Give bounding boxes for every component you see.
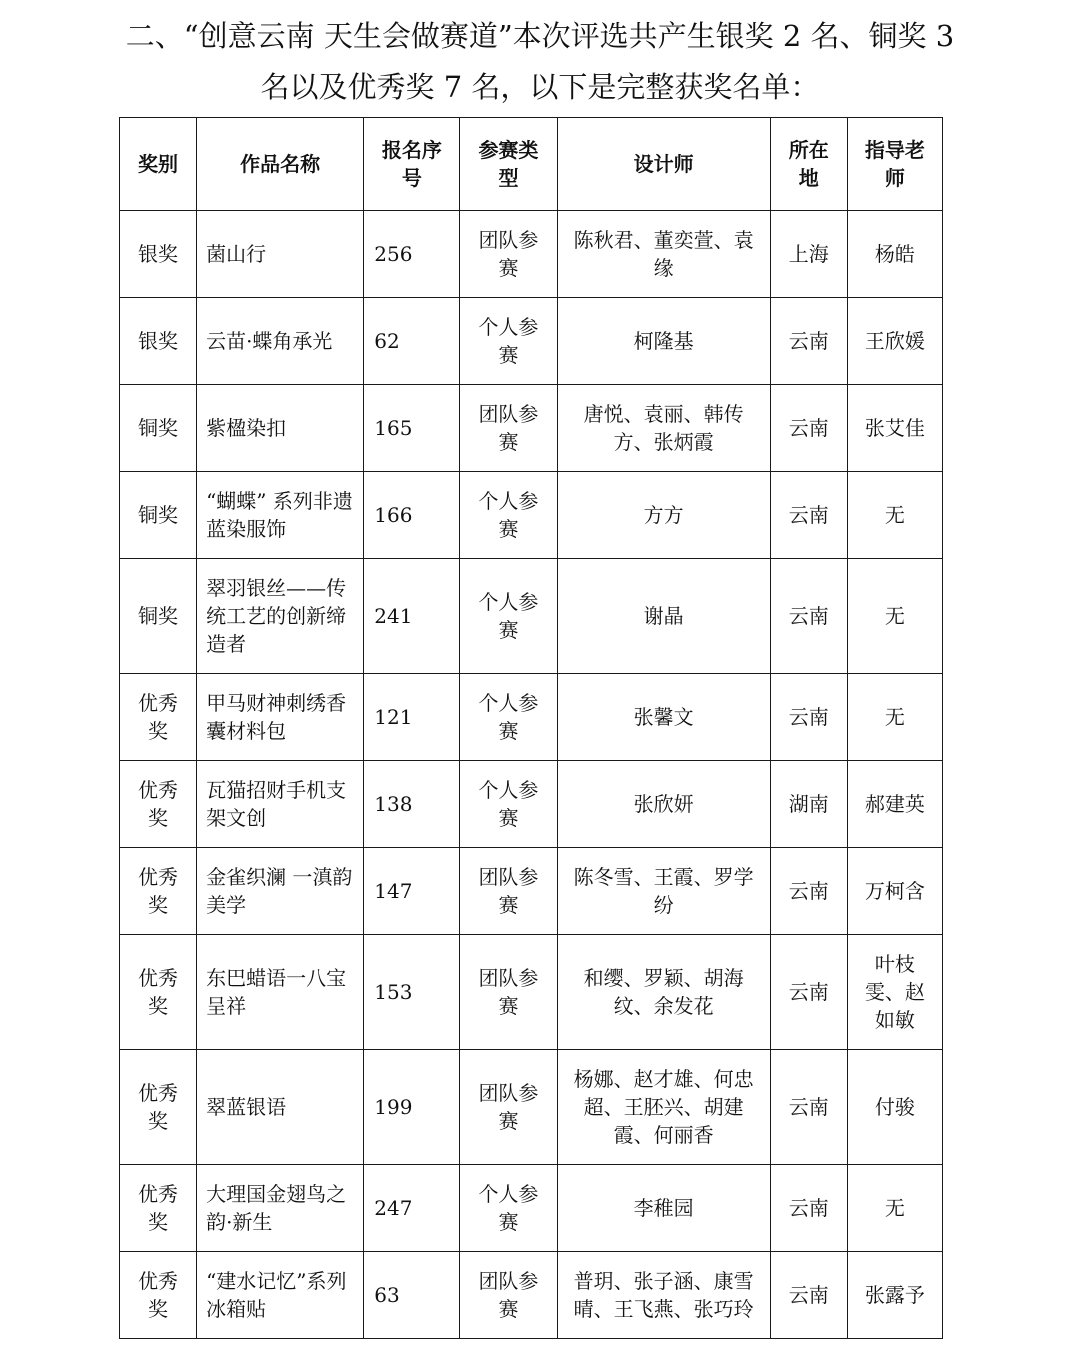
cell-award: 银奖: [120, 211, 197, 298]
cell-work: 紫楹染扣: [197, 385, 364, 472]
table-header-row: [120, 118, 943, 211]
cell-designer: 陈秋君、董奕萱、袁缘: [557, 211, 770, 298]
cell-serial: 138: [364, 761, 460, 848]
cell-designer: 和缨、罗颖、胡海纹、余发花: [557, 935, 770, 1050]
cell-advisor: 无: [847, 674, 942, 761]
cell-type: 个人参赛: [460, 761, 557, 848]
cell-award: 铜奖: [120, 385, 197, 472]
cell-advisor: 杨皓: [847, 211, 942, 298]
cell-work: “蝴蝶” 系列非遗蓝染服饰: [197, 472, 364, 559]
cell-location: 云南: [770, 674, 847, 761]
cell-serial: 199: [364, 1050, 460, 1165]
cell-advisor: 张艾佳: [847, 385, 942, 472]
cell-award: 优秀奖: [120, 1050, 197, 1165]
cell-award: 优秀奖: [120, 848, 197, 935]
cell-work: 云苗·蝶角承光: [197, 298, 364, 385]
header-serial: 报名序号: [364, 118, 460, 211]
table-row: [120, 559, 943, 674]
cell-type: 个人参赛: [460, 472, 557, 559]
table-row: [120, 674, 943, 761]
table-row: [120, 1165, 943, 1252]
header-award: 奖别: [120, 118, 197, 211]
cell-award: 优秀奖: [120, 935, 197, 1050]
intro-line-2: 名以及优秀奖 7 名，以下是完整获奖名单：: [260, 70, 820, 104]
cell-award: 优秀奖: [120, 674, 197, 761]
cell-work: 翠蓝银语: [197, 1050, 364, 1165]
header-location: 所在地: [770, 118, 847, 211]
cell-work: 甲马财神刺绣香囊材料包: [197, 674, 364, 761]
cell-designer: 张欣妍: [557, 761, 770, 848]
cell-advisor: 叶枝雯、赵如敏: [847, 935, 942, 1050]
cell-location: 云南: [770, 848, 847, 935]
cell-work: “建水记忆”系列冰箱贴: [197, 1252, 364, 1339]
cell-location: 云南: [770, 559, 847, 674]
cell-type: 团队参赛: [460, 385, 557, 472]
cell-designer: 李稚园: [557, 1165, 770, 1252]
table-row: [120, 211, 943, 298]
cell-designer: 谢晶: [557, 559, 770, 674]
cell-advisor: 王欣媛: [847, 298, 942, 385]
cell-serial: 121: [364, 674, 460, 761]
cell-serial: 241: [364, 559, 460, 674]
cell-advisor: 付骏: [847, 1050, 942, 1165]
cell-award: 铜奖: [120, 472, 197, 559]
cell-designer: 柯隆基: [557, 298, 770, 385]
cell-type: 团队参赛: [460, 211, 557, 298]
cell-work: 东巴蜡语一八宝呈祥: [197, 935, 364, 1050]
cell-type: 个人参赛: [460, 298, 557, 385]
cell-award: 优秀奖: [120, 1252, 197, 1339]
cell-serial: 147: [364, 848, 460, 935]
cell-location: 云南: [770, 1050, 847, 1165]
cell-type: 团队参赛: [460, 848, 557, 935]
cell-serial: 63: [364, 1252, 460, 1339]
table-row: [120, 1252, 943, 1339]
cell-type: 个人参赛: [460, 674, 557, 761]
cell-designer: 陈冬雪、王霞、罗学纷: [557, 848, 770, 935]
table-row: [120, 472, 943, 559]
cell-location: 湖南: [770, 761, 847, 848]
cell-serial: 247: [364, 1165, 460, 1252]
intro-line-1: 二、“创意云南 天生会做赛道”本次评选共产生银奖 2 名、铜奖 3: [125, 19, 955, 53]
cell-work: 大理国金翅鸟之韵·新生: [197, 1165, 364, 1252]
cell-advisor: 郝建英: [847, 761, 942, 848]
table-row: [120, 385, 943, 472]
table-row: [120, 1050, 943, 1165]
cell-designer: 张馨文: [557, 674, 770, 761]
cell-location: 云南: [770, 1165, 847, 1252]
cell-advisor: 万柯含: [847, 848, 942, 935]
cell-serial: 256: [364, 211, 460, 298]
cell-location: 云南: [770, 472, 847, 559]
cell-type: 个人参赛: [460, 1165, 557, 1252]
cell-advisor: 无: [847, 1165, 942, 1252]
cell-location: 云南: [770, 385, 847, 472]
header-advisor: 指导老师: [847, 118, 942, 211]
cell-location: 云南: [770, 1252, 847, 1339]
cell-location: 云南: [770, 298, 847, 385]
cell-type: 团队参赛: [460, 1252, 557, 1339]
cell-advisor: 张露予: [847, 1252, 942, 1339]
cell-award: 优秀奖: [120, 1165, 197, 1252]
cell-work: 菌山行: [197, 211, 364, 298]
header-work: 作品名称: [197, 118, 364, 211]
awards-table: [119, 117, 943, 1339]
table-row: [120, 761, 943, 848]
cell-advisor: 无: [847, 559, 942, 674]
header-designer: 设计师: [557, 118, 770, 211]
cell-serial: 62: [364, 298, 460, 385]
header-type: 参赛类型: [460, 118, 557, 211]
cell-type: 团队参赛: [460, 935, 557, 1050]
cell-location: 云南: [770, 935, 847, 1050]
table-row: [120, 935, 943, 1050]
cell-work: 翠羽银丝——传统工艺的创新缔造者: [197, 559, 364, 674]
cell-work: 金雀织澜 一滇韵美学: [197, 848, 364, 935]
cell-award: 优秀奖: [120, 761, 197, 848]
cell-type: 团队参赛: [460, 1050, 557, 1165]
cell-serial: 165: [364, 385, 460, 472]
cell-award: 铜奖: [120, 559, 197, 674]
cell-work: 瓦猫招财手机支架文创: [197, 761, 364, 848]
cell-type: 个人参赛: [460, 559, 557, 674]
cell-location: 上海: [770, 211, 847, 298]
table-row: [120, 298, 943, 385]
cell-serial: 166: [364, 472, 460, 559]
cell-award: 银奖: [120, 298, 197, 385]
cell-designer: 唐悦、袁丽、韩传方、张炳霞: [557, 385, 770, 472]
cell-designer: 方方: [557, 472, 770, 559]
cell-advisor: 无: [847, 472, 942, 559]
cell-designer: 杨娜、赵才雄、何忠超、王胚兴、胡建霞、何丽香: [557, 1050, 770, 1165]
cell-serial: 153: [364, 935, 460, 1050]
cell-designer: 普玥、张子涵、康雪晴、王飞燕、张巧玲: [557, 1252, 770, 1339]
table-row: [120, 848, 943, 935]
